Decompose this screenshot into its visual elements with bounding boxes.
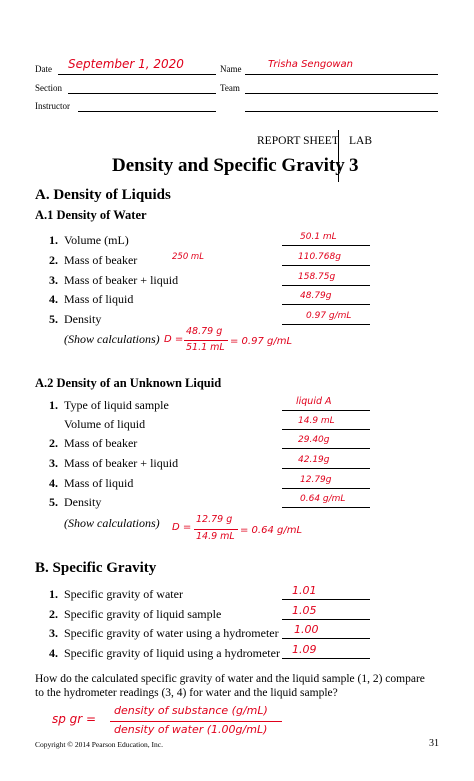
- name-line: [245, 74, 438, 75]
- date-line: [58, 74, 216, 75]
- page-number: 31: [429, 738, 439, 749]
- team-line: [245, 93, 438, 94]
- b-item-hydro-water: 3. Specific gravity of water using a hydrometer: [49, 626, 279, 640]
- date-label: Date: [35, 64, 52, 74]
- a2-item-volume: Volume of liquid: [64, 417, 146, 431]
- a1-answer-line-3: [282, 285, 370, 286]
- b-item-hydro-liquid: 4. Specific gravity of liquid using a hydrometer: [49, 646, 280, 660]
- a1-answer-line-4: [282, 304, 370, 305]
- b-answer-sg-water: 1.01: [292, 584, 317, 597]
- lab-number: 3: [349, 155, 359, 176]
- a1-item-mass-beaker: 2. Mass of beaker: [49, 253, 138, 267]
- b-answer-lhs: sp gr =: [52, 712, 97, 726]
- a2-answer-line-5: [282, 488, 370, 489]
- a1-calc-fraction-bar: [184, 340, 228, 341]
- section-line: [68, 93, 216, 94]
- team-label: Team: [220, 83, 240, 93]
- a1-answer-line-1: [282, 245, 370, 246]
- a2-show-calculations: (Show calculations): [64, 516, 160, 530]
- a2-calc-fraction-bar: [194, 529, 238, 530]
- instructor-line: [78, 111, 216, 112]
- section-b-heading: B. Specific Gravity: [35, 560, 157, 576]
- a1-answer-mass-liquid: 48.79g: [300, 291, 332, 301]
- a1-calc-denominator: 51.1 mL: [186, 342, 225, 353]
- b-item-sg-liquid: 2. Specific gravity of liquid sample: [49, 607, 222, 621]
- b-answer-fraction-bar: [110, 721, 282, 722]
- page-title: Density and Specific Gravity: [112, 155, 345, 176]
- a2-answer-mass-beaker: 29.40g: [298, 435, 330, 445]
- a2-answer-line-2: [282, 429, 370, 430]
- name-value: Trisha Sengowan: [268, 59, 354, 70]
- a1-calc-result: = 0.97 g/mL: [230, 336, 293, 347]
- a2-answer-line-6: [282, 507, 370, 508]
- section-a1-heading: A.1 Density of Water: [35, 208, 147, 222]
- a2-item-type: 1. Type of liquid sample: [49, 398, 169, 412]
- b-answer-sg-liquid: 1.05: [292, 604, 317, 617]
- a2-calc-numerator: 12.79 g: [196, 514, 233, 525]
- a1-answer-density: 0.97 g/mL: [306, 311, 352, 321]
- b-answer-hydro-liquid: 1.09: [292, 643, 317, 656]
- name-label: Name: [220, 64, 242, 74]
- instructor-label: Instructor: [35, 101, 70, 111]
- a1-margin-note: 250 mL: [172, 252, 204, 262]
- b-answer-line-4: [282, 658, 370, 659]
- a2-item-mass-liquid: 4. Mass of liquid: [49, 476, 134, 490]
- a1-answer-line-5: [282, 324, 370, 325]
- section-a2-heading: A.2 Density of an Unknown Liquid: [35, 376, 222, 390]
- a1-answer-line-2: [282, 265, 370, 266]
- a2-answer-line-1: [282, 410, 370, 411]
- a1-answer-beaker-liquid: 158.75g: [298, 272, 336, 282]
- section-label: Section: [35, 83, 62, 93]
- b-answer-hydro-water: 1.00: [294, 623, 319, 636]
- b-answer-line-2: [282, 619, 370, 620]
- copyright: Copyright © 2014 Pearson Education, Inc.: [35, 740, 163, 749]
- b-question-line-2: to the hydrometer readings (3, 4) for water and the liquid sample?: [35, 687, 338, 699]
- a1-calc-numerator: 48.79 g: [186, 326, 223, 337]
- a2-calc-result: = 0.64 g/mL: [240, 525, 303, 536]
- a2-answer-line-4: [282, 468, 370, 469]
- b-answer-line-1: [282, 599, 370, 600]
- lab-label: LAB: [349, 135, 372, 147]
- section-a-heading: A. Density of Liquids: [35, 187, 171, 203]
- a1-item-mass-liquid: 4. Mass of liquid: [49, 292, 134, 306]
- a2-answer-type: liquid A: [296, 396, 332, 407]
- instructor-line-right: [245, 111, 438, 112]
- a1-item-beaker-liquid: 3. Mass of beaker + liquid: [49, 273, 179, 287]
- a2-answer-line-3: [282, 448, 370, 449]
- a2-item-mass-beaker: 2. Mass of beaker: [49, 436, 138, 450]
- a1-answer-volume: 50.1 mL: [300, 232, 337, 242]
- b-question-line-1: How do the calculated specific gravity of water and the liquid sample (1, 2) compare: [35, 673, 425, 685]
- a1-item-density: 5. Density: [49, 312, 102, 326]
- a2-answer-density: 0.64 g/mL: [300, 494, 346, 504]
- a2-answer-volume: 14.9 mL: [298, 416, 335, 426]
- a1-item-volume: 1. Volume (mL): [49, 233, 129, 247]
- date-value: September 1, 2020: [68, 57, 184, 71]
- a2-answer-beaker-liquid: 42.19g: [298, 455, 330, 465]
- b-answer-denominator: density of water (1.00g/mL): [114, 723, 268, 736]
- b-item-sg-water: 1. Specific gravity of water: [49, 587, 183, 601]
- report-sheet-label: REPORT SHEET: [257, 135, 339, 147]
- a1-calc-lhs: D =: [164, 334, 184, 345]
- a1-show-calculations: (Show calculations): [64, 332, 160, 346]
- b-answer-line-3: [282, 638, 370, 639]
- a2-answer-mass-liquid: 12.79g: [300, 475, 332, 485]
- b-answer-numerator: density of substance (g/mL): [114, 704, 268, 717]
- a2-calc-lhs: D =: [172, 522, 192, 533]
- a2-calc-denominator: 14.9 mL: [196, 531, 235, 542]
- a2-item-beaker-liquid: 3. Mass of beaker + liquid: [49, 456, 179, 470]
- a2-item-density: 5. Density: [49, 495, 102, 509]
- a1-answer-mass-beaker: 110.768g: [298, 252, 341, 262]
